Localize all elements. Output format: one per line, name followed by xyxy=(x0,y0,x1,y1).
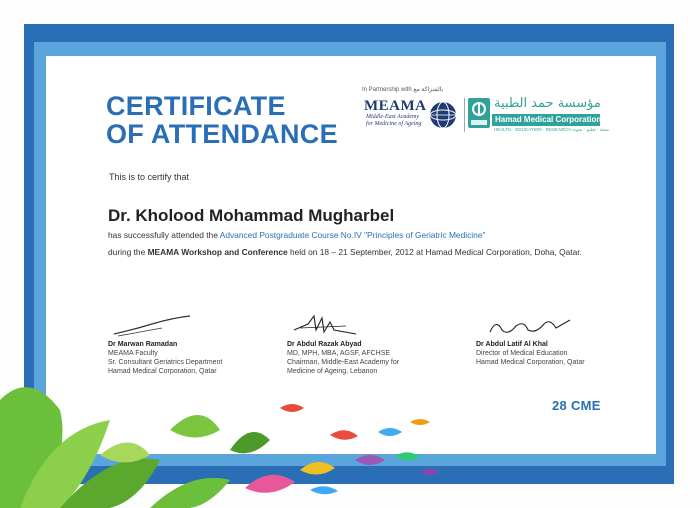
event-line-prefix: during the xyxy=(108,247,148,257)
signatory-1-line-3: Hamad Medical Corporation, Qatar xyxy=(108,368,217,375)
signature-2-scribble xyxy=(290,310,360,340)
signatory-3-name: Dr Abdul Latif Al Khal xyxy=(476,341,548,348)
signatory-2-line-2: Chairman, Middle-East Academy for xyxy=(287,359,400,366)
event-details: held on 18 – 21 September, 2012 at Hamad Medical Corporation, Doha, Qatar. xyxy=(287,247,582,257)
event-name: MEAMA Workshop and Conference xyxy=(147,247,288,257)
signatory-1-line-2: Sr. Consultant Geriatrics Department xyxy=(108,359,223,366)
signature-3-scribble xyxy=(486,314,572,340)
hmc-tagline: HEALTH · EDUCATION · RESEARCH صحة · تعليم · بحوث xyxy=(494,127,609,132)
hmc-arabic-name: مؤسسة حمد الطبية xyxy=(494,96,601,111)
signatory-3 xyxy=(476,340,585,367)
course-line xyxy=(108,230,485,240)
meama-subtitle xyxy=(366,114,421,128)
signatory-2-line-3: Medicine of Ageing, Lebanon xyxy=(287,368,378,375)
hmc-emblem-icon xyxy=(468,98,490,128)
meama-sub-2: for Medicine of Ageing xyxy=(366,121,422,127)
signatory-3-line-1: Director of Medical Education xyxy=(476,350,568,357)
signatory-2-line-1: MD, MPH, MBA, AGSF, AFCHSE xyxy=(287,350,391,357)
meama-globe-icon xyxy=(428,100,458,130)
hmc-english-name: Hamad Medical Corporation xyxy=(492,114,600,126)
meama-name: MEAMA xyxy=(364,98,427,114)
certificate-title xyxy=(106,92,338,148)
recipient-name: Dr. Kholood Mohammad Mugharbel xyxy=(108,206,395,225)
signatory-1-name: Dr Marwan Ramadan xyxy=(108,341,178,348)
logo-divider xyxy=(464,98,465,132)
signatory-1-line-1: MEAMA Faculty xyxy=(108,350,158,357)
title-line-2: OF ATTENDANCE xyxy=(106,119,338,149)
course-line-prefix: has successfully attended the xyxy=(108,230,220,240)
signatory-2-name: Dr Abdul Razak Abyad xyxy=(287,341,362,348)
event-line xyxy=(108,247,582,257)
signatory-3-line-2: Hamad Medical Corporation, Qatar xyxy=(476,359,585,366)
certify-text: This is to certify that xyxy=(109,172,190,182)
title-line-1: CERTIFICATE xyxy=(106,91,286,121)
hmc-logo-block xyxy=(468,96,609,132)
signature-1-scribble xyxy=(112,312,192,340)
decorative-leaves-icon xyxy=(0,360,460,508)
cme-credits: 28 CME xyxy=(552,398,601,413)
meama-sub-1: Middle-East Academy xyxy=(366,114,420,120)
course-name: Advanced Postgraduate Course No.IV "Principles of Geriatric Medicine" xyxy=(219,230,486,240)
partner-label: In Partnership with بالشراكة مع xyxy=(362,87,444,93)
